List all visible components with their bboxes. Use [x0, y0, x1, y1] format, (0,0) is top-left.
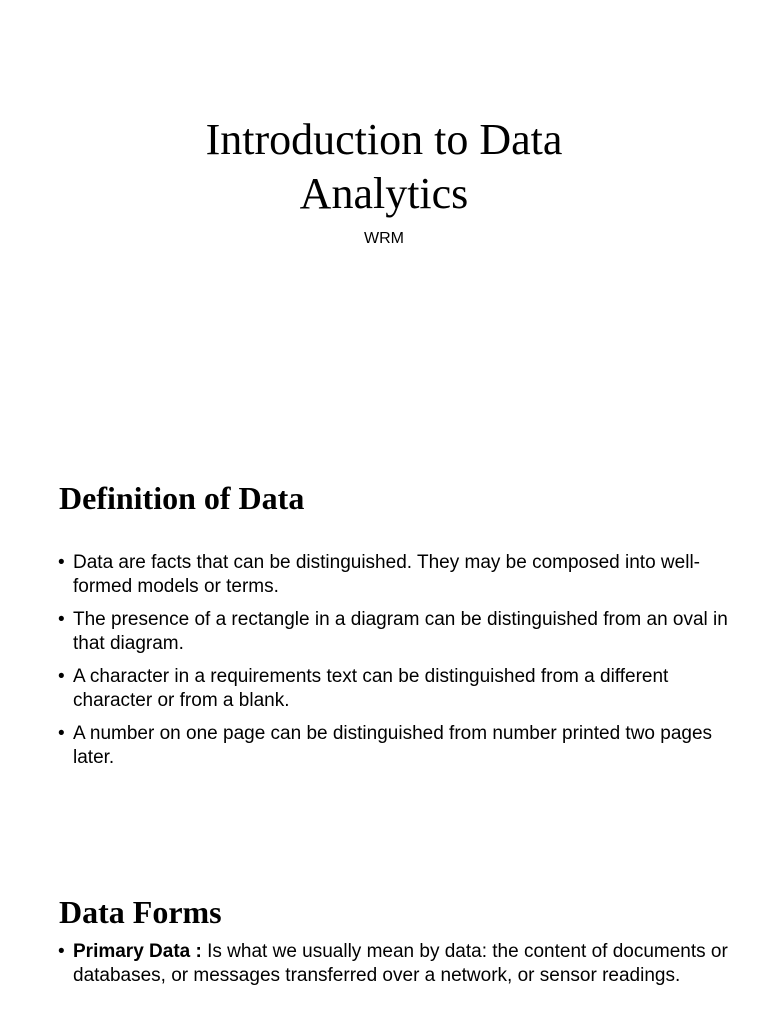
bullet-icon: •: [58, 609, 65, 630]
slide-definition-of-data: [0, 432, 768, 864]
bullet-item: [58, 665, 730, 713]
bullet-text: A character in a requirements text can be distinguished from a different character or from a blank.: [73, 666, 669, 711]
slide-title-heading: [0, 113, 768, 221]
title-line-2: Analytics: [299, 169, 469, 218]
bullet-text: Is what we usually mean by data: the content of documents or databases, or messages transferred over a network, or sensor readings.: [73, 941, 728, 986]
slide-data-forms: [0, 864, 768, 1024]
bullet-item: [58, 551, 730, 599]
slide-title: [0, 0, 768, 432]
slide-heading: Data Forms: [59, 894, 222, 930]
slide-subtitle: WRM: [364, 230, 404, 247]
bullet-text: The presence of a rectangle in a diagram can be distinguished from an oval in that diagram.: [73, 609, 728, 654]
bullet-text: A number on one page can be distinguished from number printed two pages later.: [73, 723, 713, 768]
title-line-1: Introduction to Data: [205, 115, 563, 164]
bullet-list: [58, 940, 730, 997]
bullet-item: [58, 608, 730, 656]
bullet-text: Data are facts that can be distinguished. They may be composed into well-formed models or terms.: [73, 552, 700, 597]
slide-heading: Definition of Data: [59, 480, 305, 516]
bullet-term: Primary Data :: [73, 941, 202, 962]
bullet-item: [58, 722, 730, 770]
bullet-list: [58, 551, 730, 779]
bullet-icon: •: [58, 723, 65, 744]
bullet-icon: •: [58, 941, 65, 962]
bullet-icon: •: [58, 666, 65, 687]
bullet-icon: •: [58, 552, 65, 573]
bullet-item: [58, 940, 730, 988]
